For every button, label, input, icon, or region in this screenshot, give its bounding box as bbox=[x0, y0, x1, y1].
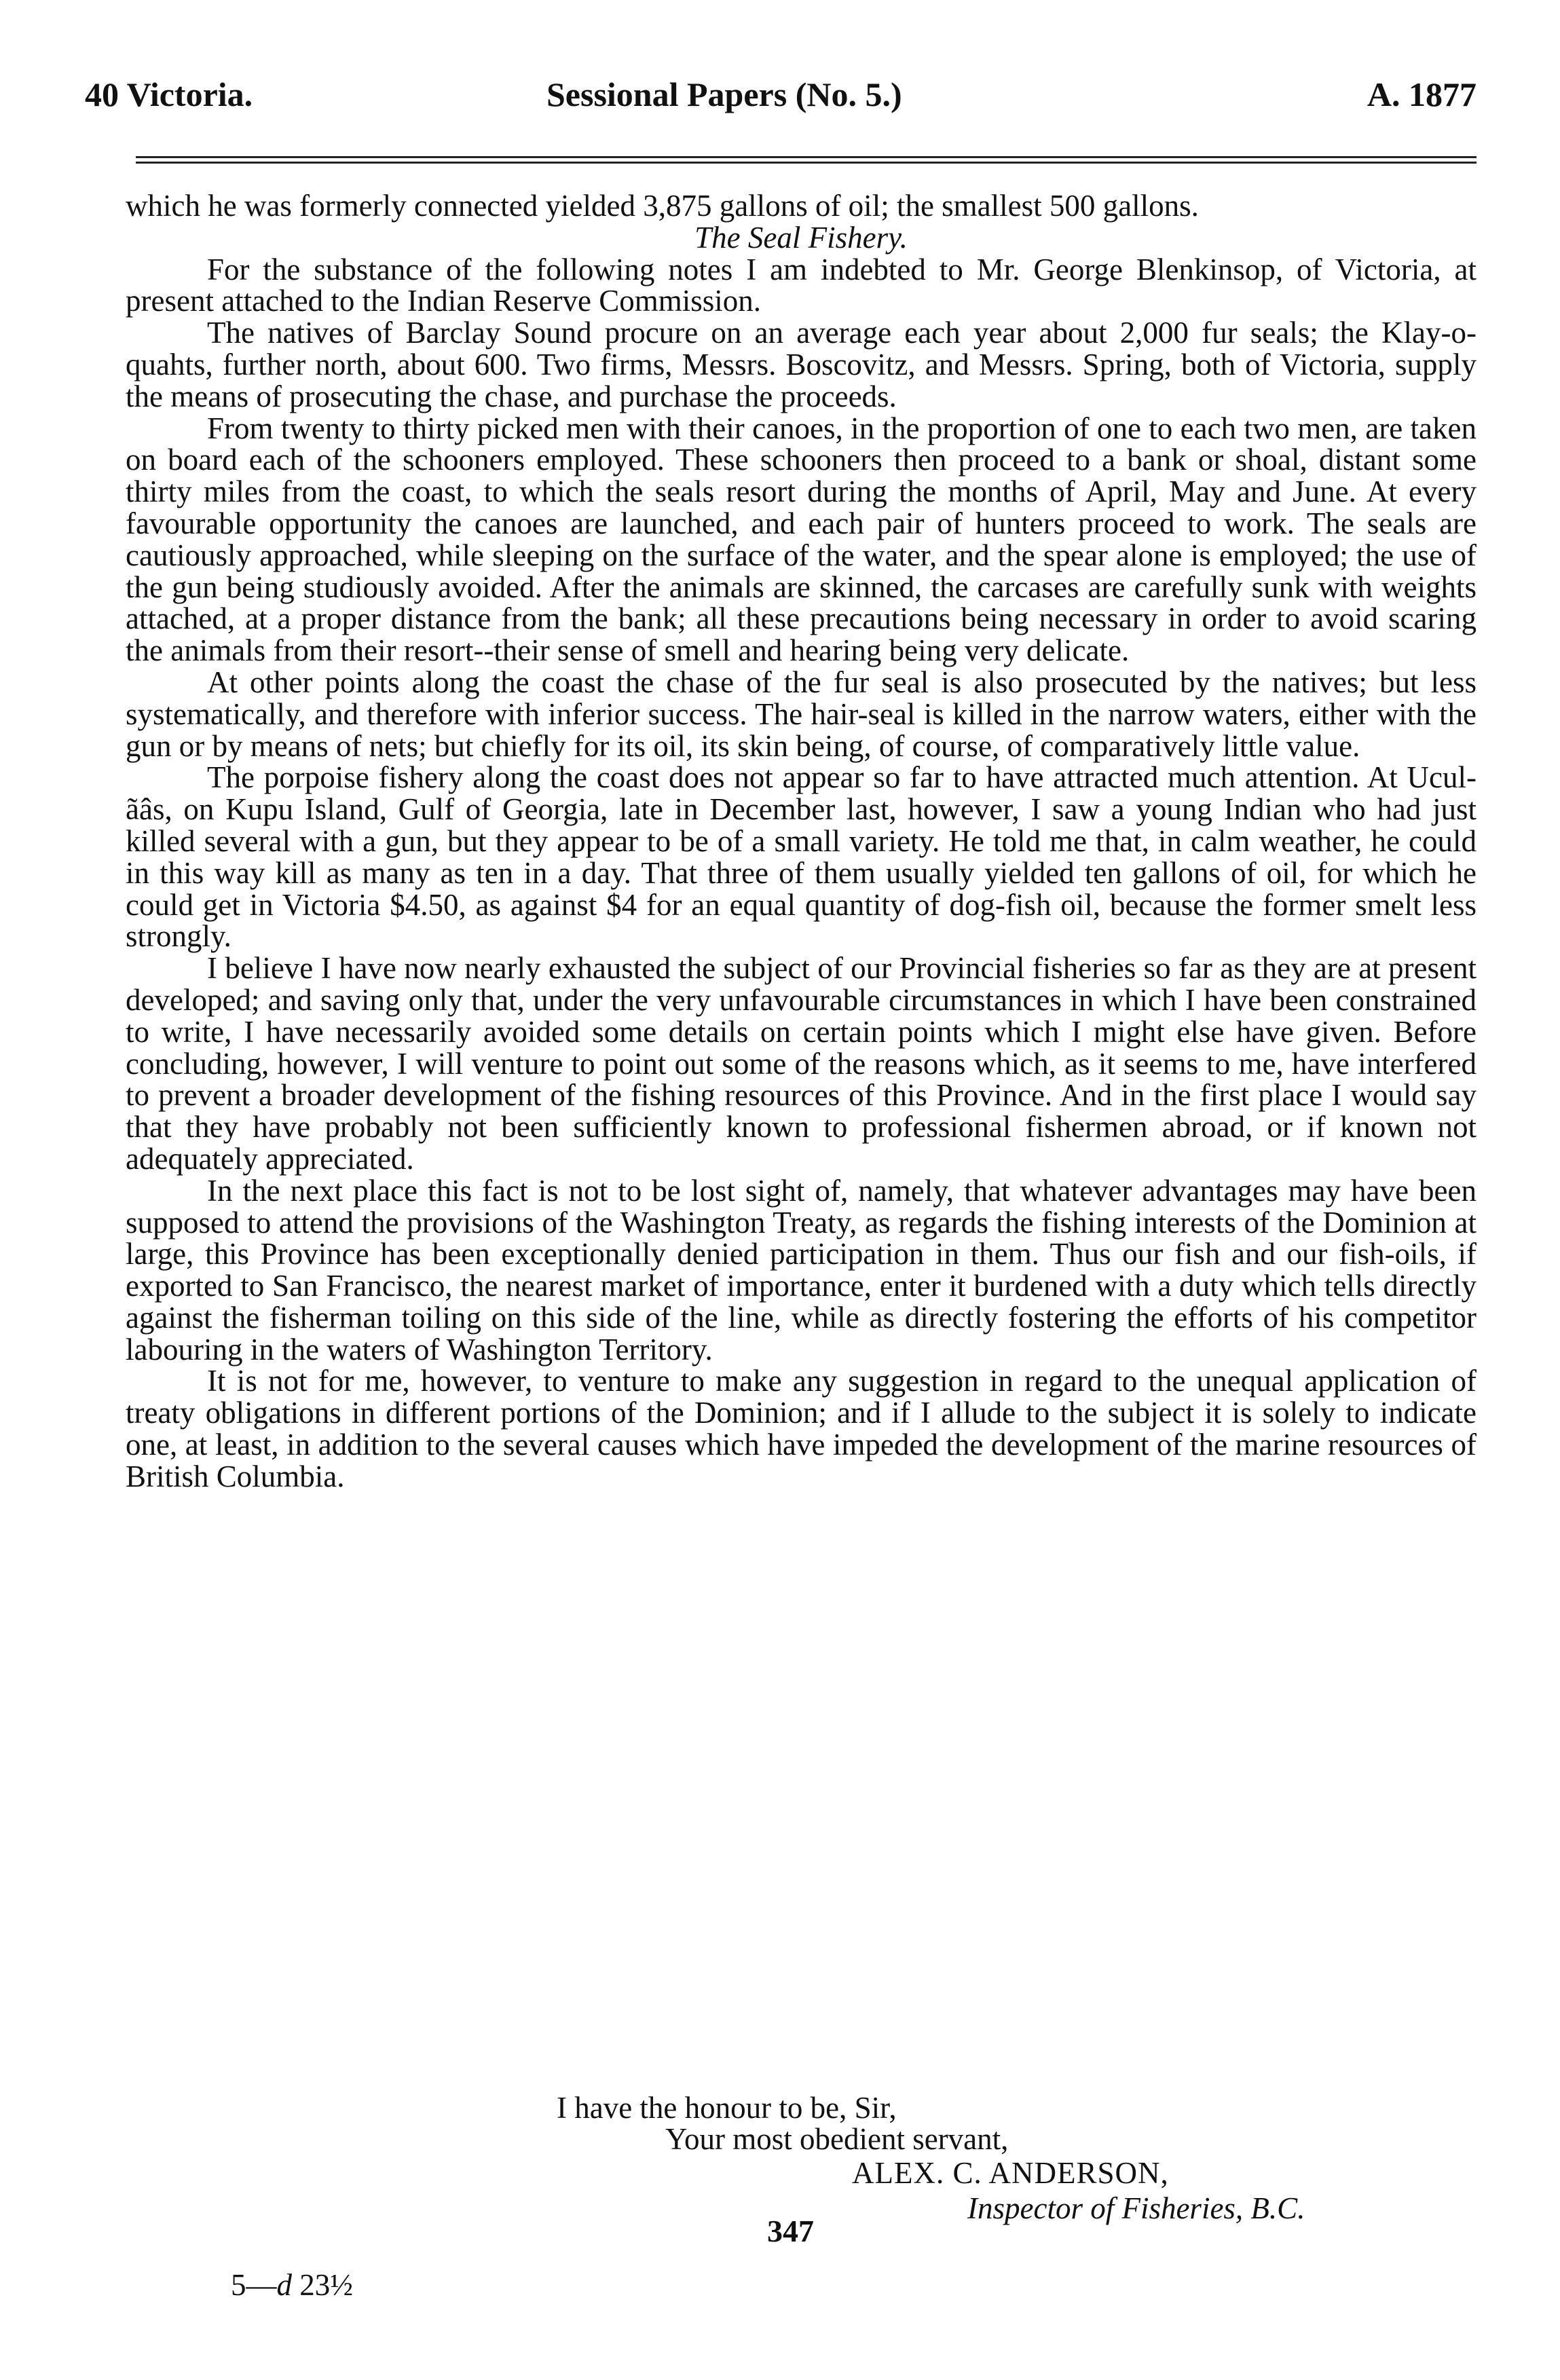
header-rule-bottom bbox=[136, 162, 1477, 164]
signatory-title: Inspector of Fisheries, B.C. bbox=[967, 2191, 1305, 2225]
closing-valediction: Your most obedient servant, bbox=[665, 2122, 1009, 2156]
header-title: Sessional Papers (No. 5.) bbox=[546, 75, 902, 113]
paragraph: From twenty to thirty picked men with their canoes, in the proportion of one to each two men, are taken on board each of the schooners employed. These schooners then proceed to a bank or shoal, distant some thirty miles from the coast, to which the seals resort during the months of April, May and June. At every favourable opportunity the canoes are launched, and each pair of hunters proceed to work. The seals are cautiously approached, while sleeping on the surface of the water, and the spear alone is employed; the use of the gun being studiously avoided. After the animals are skinned, the carcases are carefully sunk with weights attached, at a proper distance from the bank; all these precautions being necessary in order to avoid scaring the animals from their resort--their sense of smell and hearing being very delicate. bbox=[126, 411, 1477, 668]
paragraph: I believe I have now nearly exhausted the subject of our Provincial fisheries so far as they are at present developed; and saving only that, under the very unfavourable circumstances in which I have been constrained to write, I have necessarily avoided some details on certain points which I might else have given. Before concluding, however, I will venture to point out some of the reasons which, as it seems to me, have interfered to prevent a broader development of the fishing resources of this Province. And in the first place I would say that they have probably not been sufficiently known to professional fishermen abroad, or if known not adequately appreciated. bbox=[126, 951, 1477, 1176]
signature-mark-number: 23½ bbox=[292, 2268, 353, 2302]
signature-mark-prefix: 5— bbox=[231, 2268, 277, 2302]
section-heading: The Seal Fishery. bbox=[694, 220, 908, 255]
paragraph: The natives of Barclay Sound procure on an average each year about 2,000 fur seals; the Klay-o-quahts, further north, about 600. Two firms, Messrs. Boscovitz, and Messrs. Spring, both of Victoria, supply the means of prosecuting the chase, and purchase the proceeds. bbox=[126, 316, 1477, 413]
header-year: A. 1877 bbox=[1367, 75, 1477, 113]
page-number: 347 bbox=[767, 2214, 814, 2248]
paragraph: In the next place this fact is not to be lost sight of, namely, that whatever advantages may have been supposed to attend the provisions of the Washington Treaty, as regards the fishing interests of the Dominion at large, this Province has been exceptionally denied participation in them. Thus our fish and our fish-oils, if exported to San Francisco, the nearest market of importance, enter it burdened with a duty which tells directly against the fisherman toiling on this side of the line, while as directly fostering the efforts of his competitor labouring in the waters of Washington Territory. bbox=[126, 1173, 1477, 1366]
closing-salutation: I have the honour to be, Sir, bbox=[557, 2091, 897, 2125]
paragraph: which he was formerly connected yielded 3,875 gallons of oil; the smallest 500 gallons. bbox=[126, 189, 1199, 223]
signature-mark bbox=[231, 2267, 353, 2303]
body-text bbox=[126, 190, 1477, 1493]
header-volume: 40 Victoria. bbox=[85, 75, 253, 113]
signatory-name: ALEX. C. ANDERSON, bbox=[852, 2156, 1169, 2190]
paragraph: The porpoise fishery along the coast does not appear so far to have attracted much attention. At Ucul-ãâs, on Kupu Island, Gulf of Georgia, late in December last, however, I saw a young Indian who had just killed several with a gun, but they appear to be of a small variety. He told me that, in calm weather, he could in this way kill as many as ten in a day. That three of them usually yielded ten gallons of oil, for which he could get in Victoria $4.50, as against $4 for an equal quantity of dog-fish oil, because the former smelt less strongly. bbox=[126, 760, 1477, 954]
running-header bbox=[85, 75, 1477, 129]
signature-mark-letter: d bbox=[276, 2268, 292, 2302]
header-rule-top bbox=[136, 156, 1477, 158]
paragraph: At other points along the coast the chase of the fur seal is also prosecuted by the natives; but less systematically, and therefore with inferior success. The hair-seal is killed in the narrow waters, either with the gun or by means of nets; but chiefly for its oil, its skin being, of course, of comparatively little value. bbox=[126, 665, 1477, 763]
paragraph: It is not for me, however, to venture to make any suggestion in regard to the unequal application of treaty obligations in different portions of the Dominion; and if I allude to the subject it is solely to indicate one, at least, in addition to the several causes which have impeded the development of the marine resources of British Columbia. bbox=[126, 1364, 1477, 1493]
paragraph: For the substance of the following notes I am indebted to Mr. George Blenkinsop, of Victoria, at present attached to the Indian Reserve Commission. bbox=[126, 252, 1477, 318]
